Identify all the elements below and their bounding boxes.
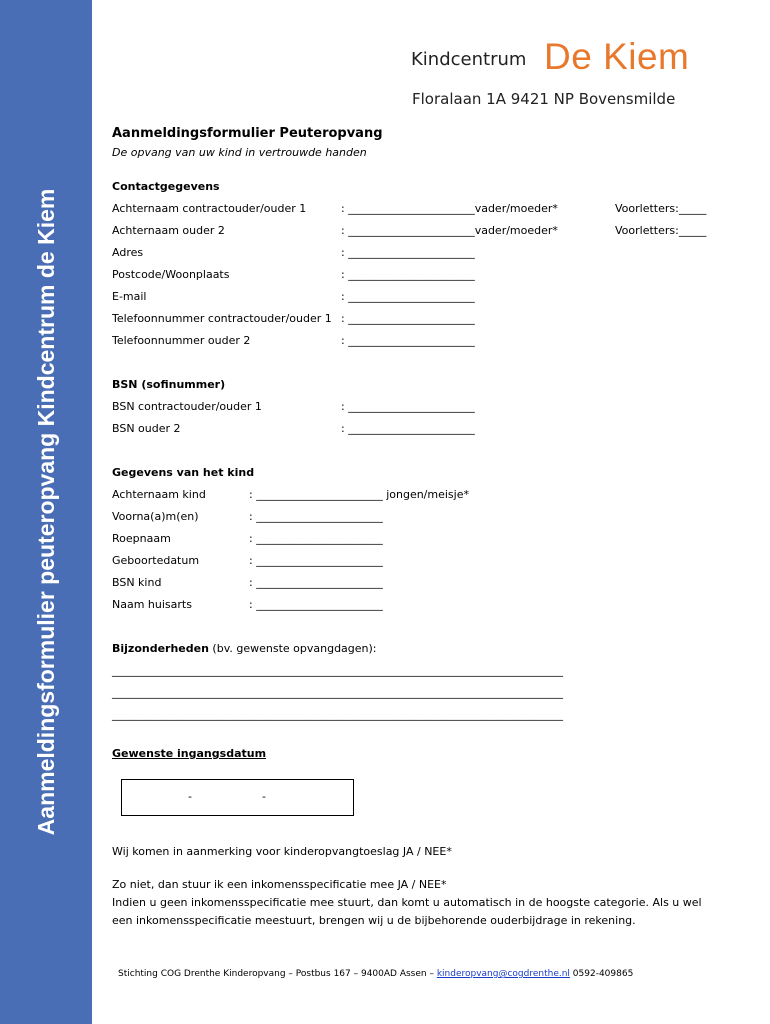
- child-label: BSN kind: [112, 576, 162, 589]
- bsn-field[interactable]: : _______________________: [341, 422, 475, 435]
- footer-phone: 0592-409865: [569, 969, 634, 979]
- contact-field[interactable]: : _______________________: [341, 290, 475, 303]
- footer: [118, 969, 633, 979]
- child-label: Roepnaam: [112, 532, 171, 545]
- sidebar-title: Aanmeldingsformulier peuteropvang Kindcentrum de Kiem: [33, 188, 59, 836]
- contact-label: Achternaam contractouder/ouder 1: [112, 202, 307, 215]
- income-spec-note: Indien u geen inkomensspecificatie mee stuurt, dan komt u automatisch in de hoogste categorie. Als u wel: [112, 896, 702, 909]
- special-line[interactable]: __________________________________________________________________________________: [112, 708, 563, 721]
- footer-org: Stichting COG Drenthe Kinderopvang – Postbus 167 – 9400AD Assen –: [118, 969, 437, 979]
- sidebar-band: [0, 0, 92, 1024]
- form-title: Aanmeldingsformulier Peuteropvang: [112, 126, 383, 141]
- child-field[interactable]: : _______________________: [249, 576, 383, 589]
- date-separator: -: [262, 790, 266, 803]
- child-label: Naam huisarts: [112, 598, 192, 611]
- child-label: Voorna(a)m(en): [112, 510, 199, 523]
- bsn-heading: BSN (sofinummer): [112, 378, 226, 391]
- child-heading: Gegevens van het kind: [112, 466, 255, 479]
- special-heading-bold: Bijzonderheden: [112, 642, 209, 655]
- child-field[interactable]: : _______________________: [249, 510, 383, 523]
- child-label: Achternaam kind: [112, 488, 206, 501]
- child-field[interactable]: : _______________________: [249, 554, 383, 567]
- income-spec-question: Zo niet, dan stuur ik een inkomensspecificatie mee JA / NEE*: [112, 878, 447, 891]
- child-field[interactable]: : _______________________: [249, 598, 383, 611]
- contact-label: E-mail: [112, 290, 147, 303]
- initials-field[interactable]: Voorletters:_____: [615, 202, 707, 215]
- special-heading: [112, 642, 377, 655]
- date-separator: -: [188, 790, 192, 803]
- start-date-heading: Gewenste ingangsdatum: [112, 747, 267, 760]
- contact-field[interactable]: : _______________________: [341, 246, 475, 259]
- contact-label: Adres: [112, 246, 144, 259]
- contact-heading: Contactgegevens: [112, 180, 220, 193]
- initials-field[interactable]: Voorletters:_____: [615, 224, 707, 237]
- contact-field[interactable]: : _______________________: [341, 312, 475, 325]
- child-field[interactable]: : _______________________: [249, 532, 383, 545]
- special-note: (bv. gewenste opvangdagen):: [208, 642, 377, 655]
- logo-kindcentrum: Kindcentrum: [411, 49, 527, 70]
- contact-label: Telefoonnummer contractouder/ouder 1: [112, 312, 332, 325]
- start-date-box[interactable]: [121, 779, 354, 816]
- contact-label: Telefoonnummer ouder 2: [112, 334, 251, 347]
- bsn-label: BSN contractouder/ouder 1: [112, 400, 262, 413]
- contact-field[interactable]: : _______________________vader/moeder*: [341, 202, 558, 215]
- address: Floralaan 1A 9421 NP Bovensmilde: [412, 90, 676, 108]
- special-line[interactable]: __________________________________________________________________________________: [112, 686, 563, 699]
- footer-email-link[interactable]: kinderopvang@cogdrenthe.nl: [436, 969, 570, 979]
- child-label: Geboortedatum: [112, 554, 200, 567]
- contact-field[interactable]: : _______________________: [341, 334, 475, 347]
- special-line[interactable]: __________________________________________________________________________________: [112, 664, 563, 677]
- bsn-field[interactable]: : _______________________: [341, 400, 475, 413]
- income-spec-note: een inkomensspecificatie meestuurt, brengen wij u de bijbehorende ouderbijdrage in rekening.: [112, 914, 636, 927]
- allowance-question: Wij komen in aanmerking voor kinderopvangtoeslag JA / NEE*: [112, 845, 452, 858]
- bsn-label: BSN ouder 2: [112, 422, 181, 435]
- logo-de-kiem: De Kiem: [544, 36, 690, 77]
- contact-label: Achternaam ouder 2: [112, 224, 225, 237]
- contact-field[interactable]: : _______________________vader/moeder*: [341, 224, 558, 237]
- form-subtitle: De opvang van uw kind in vertrouwde handen: [112, 146, 367, 159]
- child-field[interactable]: : _______________________ jongen/meisje*: [249, 488, 469, 501]
- contact-label: Postcode/Woonplaats: [112, 268, 230, 281]
- contact-field[interactable]: : _______________________: [341, 268, 475, 281]
